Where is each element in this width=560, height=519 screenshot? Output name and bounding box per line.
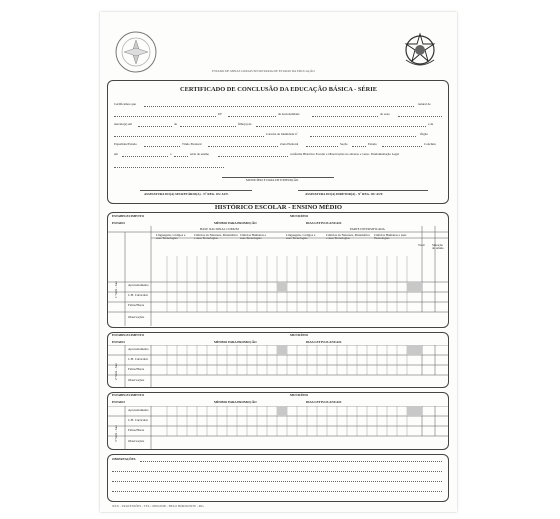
form-text-15: Seção	[340, 142, 348, 146]
row-aproveitamento-3: Aproveitamento	[128, 408, 149, 412]
form-text-14: Zona Eleitoral	[280, 142, 299, 146]
minimo-1: MÍNIMO PARA PROMOÇÃO	[214, 221, 257, 225]
form-text-3: UF	[218, 112, 223, 116]
grades-grid-3	[107, 406, 449, 450]
historico-title: HISTÓRICO ESCOLAR - ENSINO MÉDIO	[214, 204, 343, 211]
form-text-5: do sexo	[380, 112, 390, 116]
row-faltas-1: Faltas/Horas	[128, 303, 145, 307]
municipio-2: MUNICÍPIO	[290, 333, 309, 337]
form-text-19: a	[170, 152, 172, 156]
form-text-12: Expedidor/Estado	[114, 142, 137, 146]
total-col: Total	[418, 243, 425, 247]
form-text-17: Concluiu	[424, 142, 436, 146]
minimo-2: MÍNIMO PARA PROMOÇÃO	[214, 340, 257, 344]
base-nacional: BASE NACIONAL COMUM	[200, 227, 239, 231]
form-text-8: filho(a) de	[238, 122, 252, 126]
form-text-18: em	[114, 152, 118, 156]
form-text-13: Título Eleitoral	[182, 142, 202, 146]
row-ch-curricular-3: C.H. Curricular	[128, 418, 148, 422]
row-observacoes-1: Observações	[128, 315, 145, 319]
form-text-16: Estado	[368, 142, 377, 146]
row-aproveitamento-1: Aproveitamento	[128, 283, 149, 287]
form-text-21: conforme Histórico Escolar e Observações no anverso e verso. Fundamentação Legal	[290, 152, 399, 156]
row-faltas-2: Faltas/Horas	[128, 367, 145, 371]
row-aproveitamento-2: Aproveitamento	[128, 347, 149, 351]
area-ciencias-humanas-div: Ciências Humanas e suas Tecnologias	[374, 233, 407, 241]
form-text-1: Certificamos que	[114, 102, 136, 106]
form-text-11: Órgão	[420, 132, 428, 136]
municipio-3: MUNICÍPIO	[290, 393, 309, 397]
footer-printer: XXX - TRAVESSÕES - TEL.: 0000-0000 - BELO HORIZONTE - MG	[112, 504, 204, 508]
area-linguagens: Linguagens, Códigos e suas Tecnologias	[156, 233, 186, 241]
row-ch-curricular-2: C.H. Curricular	[128, 357, 148, 361]
estabelecimento-2: ESTABELECIMENTO	[112, 333, 145, 337]
observacoes-label: OBSERVAÇÕES	[112, 457, 136, 461]
director-signature-label: ASSINATURA DO(A) DIRETOR(A) - Nº REG. OU AUT.	[305, 192, 384, 196]
form-text-6: nascido(a) em	[114, 122, 132, 126]
secretary-signature-label: ASSINATURA DO(A) SECRETÁRIO(A) - Nº REG. OU AUT.	[144, 192, 229, 196]
place-date-label: MUNICÍPIO E DATA DE EXPEDIÇÃO	[246, 178, 299, 182]
form-text-10: Carteira de Identidade nº	[266, 132, 298, 136]
municipio-1: MUNICÍPIO	[290, 214, 309, 218]
form-text-20: série do ensino	[190, 152, 210, 156]
header-small-line: ESTADO DE MINAS GERAIS SECRETARIA DE ESTADO DA EDUCAÇÃO	[212, 69, 315, 73]
estado-1: ESTADO	[112, 221, 125, 225]
row-observacoes-3: Observações	[128, 439, 145, 443]
row-observacoes-2: Observações	[128, 378, 145, 382]
situacao-col: Situação do Aluno	[432, 243, 444, 251]
state-emblem-left	[114, 30, 158, 74]
certificate-title: CERTIFICADO DE CONCLUSÃO DA EDUCAÇÃO BÁSICA - SÉRIE	[179, 86, 378, 93]
row-ch-curricular-1: C.H. Curricular	[128, 293, 148, 297]
form-text-9: e de	[428, 122, 434, 126]
area-ciencias-natureza: Ciências da Natureza, Matemática e suas Tecnologias	[194, 233, 238, 241]
estabelecimento-1: ESTABELECIMENTO	[112, 214, 145, 218]
parte-diversificada: PARTE DIVERSIFICADA	[350, 227, 385, 231]
estabelecimento-3: ESTABELECIMENTO	[112, 393, 145, 397]
form-text-7: de	[174, 122, 178, 126]
dias-3: DIAS LETIVOS ANUAIS	[306, 400, 342, 404]
estado-2: ESTADO	[112, 340, 125, 344]
certificate-sheet	[100, 12, 457, 512]
minimo-3: MÍNIMO PARA PROMOÇÃO	[214, 400, 257, 404]
row-faltas-3: Faltas/Horas	[128, 428, 145, 432]
area-linguagens-div: Linguagens, Códigos e suas Tecnologias	[286, 233, 316, 241]
dias-2: DIAS LETIVOS ANUAIS	[306, 340, 342, 344]
area-ciencias-natureza-div: Ciências da Natureza, Matemática e suas Tecnologias	[326, 233, 370, 241]
form-text-2: natural de	[418, 102, 431, 106]
form-text-4: de nacionalidade	[278, 112, 300, 116]
certificate-frame	[107, 80, 449, 204]
area-ciencias-humanas: Ciências Humanas e suas Tecnologias	[240, 233, 267, 241]
estado-3: ESTADO	[112, 400, 125, 404]
year-label-2: 2ª Série - Ano	[114, 363, 118, 380]
year-label-1: 1ª Série - Ano	[114, 281, 118, 298]
grades-grid-1	[107, 226, 449, 326]
dias-1: DIAS LETIVOS ANUAIS	[306, 221, 342, 225]
year-label-3: 3ª Série - Ano	[114, 425, 118, 442]
grades-grid-2	[107, 345, 449, 388]
national-coat-of-arms	[400, 30, 440, 70]
